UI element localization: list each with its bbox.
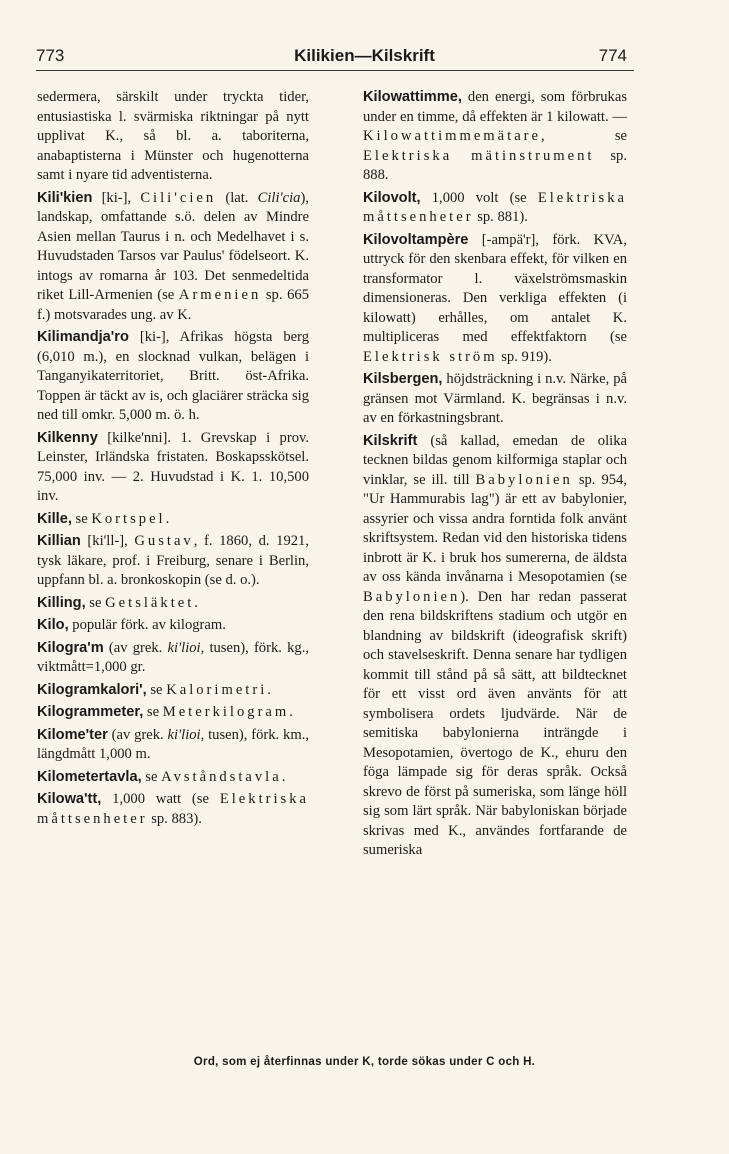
page-number-left: 773 [36,46,65,65]
entry-kilikien: Kili'kien [ki-], Cili'cien (lat. Cili'cia), landskap, omfattande s.ö. delen av Mindre Asien mellan Taurus i n. och Medelhavet i s. Huvudstaden Tarsos var Paulus' födelseort. K. intogs av romarna år 103. Det senmedeltida riket Lill-Armenien (se Armenien sp. 665 f.) motsvarades ung. av K. [37,189,310,323]
entry-kilowatt: Kilowa'tt, 1,000 watt (se Elektriska måttsenheter sp. 883). [37,791,309,827]
headword: Kili'kien [37,189,93,206]
headword: Kilovoltampère [363,231,469,248]
left-column [37,88,309,829]
entry-kilskrift: Kilskrift (så kallad, emedan de olika tecknen bildas genom kilformiga staplar och vinklar, se ill. till Babylonien sp. 954, "Ur Hammurabis lag") är ett av babylonier, assyrier och vissa andra forntida folk använt skriftsystem. Redan vid den historiska tidens inbrott är K. i bruk hos sumererna, de äldsta av oss kända invånarna i Mesopotamien (se Babylonien). Den har redan passerat den rena bildskriftens stadium och utgör en blandning av bildskrift (ideografisk skrift) och stavelseskrift. Denna senare har tydligen kommit till stånd på så sätt, att bildtecknet för ett visst ord även använts för att symbolisera ordets ljudvärde. När de semitiska babylonierna inträngde i Mesopotamien, övertogo de K., ehuru den föga lämpade sig för deras språk. Också skrevo de först på sumeriska, som länge höll sig som lärt språk. När babyloniskan började skrivas med K., användes fortfarande de sumeriska [363,432,627,858]
headword: Kilowa'tt, [37,791,102,807]
headword: Kilogramkalori', [37,681,147,698]
running-title: Kilikien—Kilskrift [294,46,435,65]
headword: Kilskrift [363,432,418,449]
entry-kilogram: Kilogra'm (av grek. ki'lioi, tusen), förk. kg., viktmått=1,000 gr. [37,639,309,675]
headword: Kilovolt, [363,189,421,206]
headword: Kilowattimme, [363,89,462,105]
entry-kilo: Kilo, populär förk. av kilogram. [37,617,226,633]
headword: Kilimandja'ro [37,329,129,345]
page-number-right: 774 [598,46,627,65]
page-header [0,40,729,70]
headword: Killian [37,533,81,549]
entry-kilsbergen: Kilsbergen, höjdsträckning i n.v. Närke, på gränsen mot Värmland. K. begränsas i n.v. av en förkastningsbrant. [363,371,627,426]
entry-kilowattimme: Kilowattimme, den energi, som förbrukas under en timme, då effekten är 1 kilowatt. — Kilowattimmemätare, se Elektriska mätinstrument sp. 888. [363,89,627,183]
headword: Kilome'ter [37,726,108,743]
entry-kilogrammeter: Kilogrammeter, se Meterkilogram. [37,704,293,720]
right-column [363,88,627,861]
headword: Kilometertavla, [37,768,142,785]
entry-kilogramkalori: Kilogramkalori', se Kalorimetri. [37,681,271,698]
entry-kilovolt: Kilovolt, 1,000 volt (se Elektriska måttsenheter sp. 881). [363,189,627,225]
entry-kilometertavla: Kilometertavla, se Avståndstavla. [37,768,286,785]
entry-kilometer: Kilome'ter (av grek. ki'lioi, tusen), förk. km., längdmått 1,000 m. [37,726,309,762]
headword: Kilsbergen, [363,371,443,387]
entry-kille: Kille, se Kortspel. [37,510,170,527]
footer-note: Ord, som ej återfinnas under K, torde sökas under C och H. [193,1056,536,1068]
headword: Kille, [37,510,72,527]
headword: Kilkenny [37,429,98,446]
headword: Kilo, [37,617,69,633]
headword: Kilogrammeter, [37,704,144,720]
headword: Kilogra'm [37,639,104,656]
entry-kilimandjaro: Kilimandja'ro [ki-], Afrikas högsta berg (6,010 m.), en slocknad vulkan, belägen i Tanganyikaterritoriet, Britt. öst-Afrika. Toppen är täckt av is, och glaciärer sträcka sig ned till omkr. 5,000 m. ö. h. [37,329,309,423]
continuation-text: sedermera, särskilt under tryckta tider, entusiastiska l. svärmiska riktningar på nytt upplivat K., så bl. a. taboriterna, anabaptisterna i Münster och hugenotterna samt i nyare tid adventisterna. [37,89,309,183]
entry-killing: Killing, se Getsläktet. [37,594,198,611]
headword: Killing, [37,594,86,611]
entry-kilkenny: Kilkenny [kilke'nni]. 1. Grevskap i prov. Leinster, Irländska fristaten. Boskapsskötsel. 75,000 inv. — 2. Huvudstad i K. 1. 10,500 inv. [37,429,309,504]
entry-kilovoltampere: Kilovoltampère [-ampä'r], förk. KVA, uttryck för den skenbara effekt, för vilken en transformator l. växelströmsmaskin dimensioneras. Den verkliga effekten (i kilowatt) erhålles, om antalet K. multipliceras med effektfaktorn (se Elektrisk ström sp. 919). [363,231,627,365]
entry-killian: Killian [ki'll-], Gustav, f. 1860, d. 1921, tysk läkare, prof. i Freiburg, senare i Berlin, uppfann bl. a. bronkoskopin (se d. o.). [37,533,309,588]
header-rule [36,70,634,71]
